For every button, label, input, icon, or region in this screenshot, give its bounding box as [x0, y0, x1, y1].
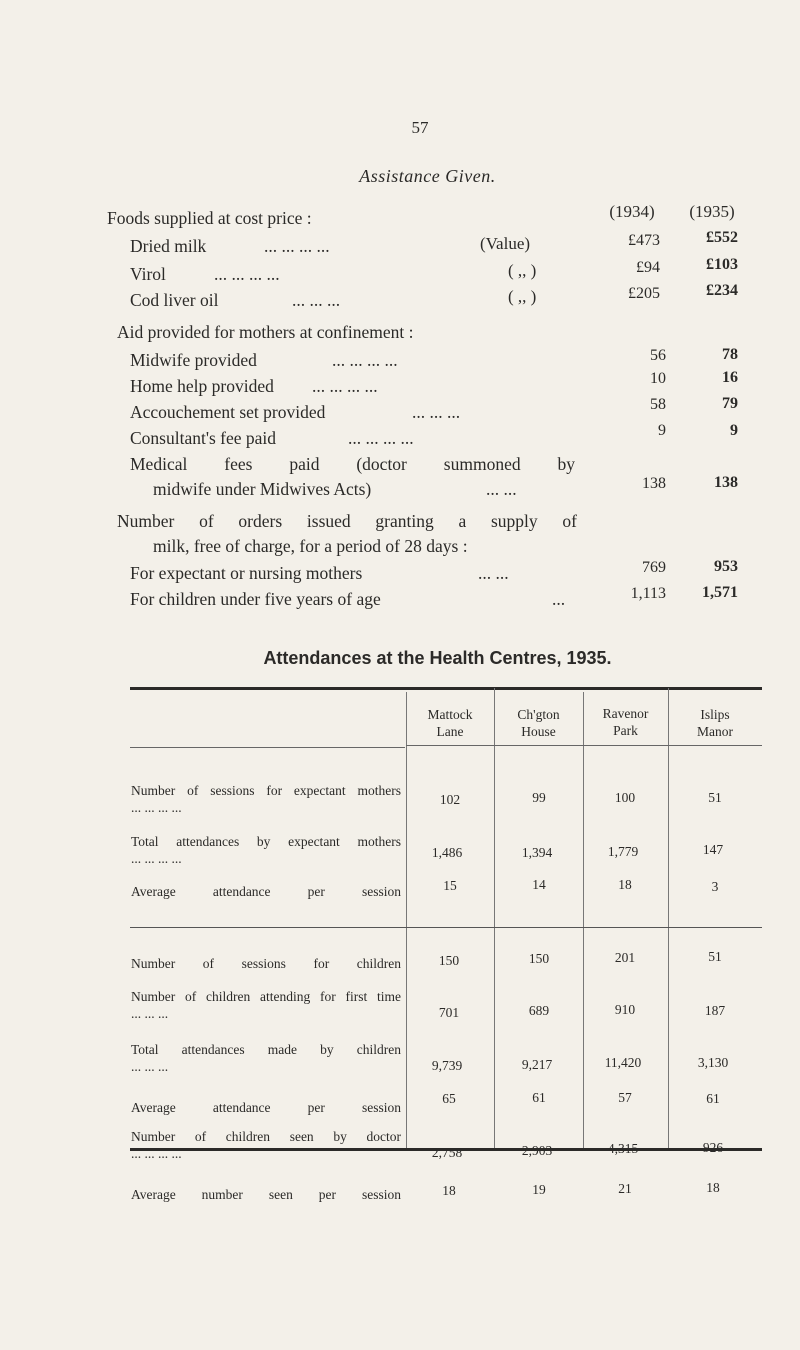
table-row-label: Average attendance per session — [131, 1100, 401, 1115]
foods-heading: Foods supplied at cost price : — [107, 208, 312, 228]
leader-dots: ... ... ... — [292, 290, 341, 310]
value-1935: 78 — [722, 346, 738, 363]
column-header-ravenor-park: Ravenor Park — [602, 706, 649, 738]
table-cell: 99 — [532, 790, 546, 805]
leader-dots: ... — [552, 589, 566, 609]
value-1935: 138 — [714, 474, 738, 491]
leader-dots: ... ... ... ... — [312, 376, 378, 396]
column-header-chgton-house: Ch'gton House — [517, 707, 560, 739]
column-divider — [668, 688, 669, 1148]
table-cell: 21 — [618, 1181, 632, 1196]
aid-heading: Aid provided for mothers at confinement : — [117, 322, 414, 342]
table-cell: 102 — [439, 792, 461, 807]
column-header-islips-manor: Islips Manor — [697, 707, 733, 739]
leader-dots: ... ... ... ... — [348, 428, 414, 448]
table-cell: 701 — [438, 1005, 460, 1020]
row-qualifier: (Value) — [480, 234, 531, 253]
table-cell: 187 — [704, 1003, 726, 1018]
table-cell: 14 — [532, 877, 546, 892]
table-cell: 19 — [532, 1182, 546, 1197]
header-rule — [406, 745, 762, 746]
table-cell: 1,486 — [431, 845, 463, 860]
table-cell: 11,420 — [604, 1055, 642, 1070]
row-label: Consultant's fee paid — [130, 428, 277, 448]
table-cell: 201 — [614, 950, 636, 965]
table-row-label: Total attendances by expectant mothers ... ... ... ... — [131, 834, 401, 866]
table-row-label: Average number seen per session — [131, 1187, 401, 1202]
value-1935: 953 — [714, 558, 738, 575]
table-row-label: Number of sessions for children — [131, 956, 401, 971]
value-1934: 58 — [650, 396, 666, 413]
table-cell: 100 — [614, 790, 636, 805]
table-cell: 61 — [532, 1090, 546, 1105]
table-cell: 65 — [442, 1091, 456, 1106]
value-1935: 16 — [722, 369, 738, 386]
value-1934: £94 — [636, 259, 660, 276]
table-cell: 18 — [442, 1183, 456, 1198]
table-cell: 9,739 — [431, 1058, 463, 1073]
row-label: Dried milk — [130, 236, 207, 256]
table-cell: 9,217 — [521, 1057, 553, 1072]
row-label: Virol — [130, 264, 166, 284]
table-cell: 1,394 — [521, 845, 553, 860]
column-divider — [406, 692, 407, 1148]
table-cell: 2,903 — [521, 1143, 553, 1158]
orders-line2: milk, free of charge, for a period of 28 days : — [153, 536, 468, 556]
table-cell: 926 — [702, 1140, 724, 1155]
row-label: Home help provided — [130, 376, 274, 396]
section-title: Assistance Given. — [359, 166, 496, 186]
value-1935: £103 — [706, 256, 738, 273]
table-cell: 689 — [528, 1003, 550, 1018]
value-1935: 79 — [722, 395, 738, 412]
column-divider — [583, 692, 584, 1148]
value-1934: 56 — [650, 347, 666, 364]
medical-fees-line2: midwife under Midwives Acts) — [153, 479, 372, 499]
value-1935: 1,571 — [702, 584, 738, 601]
table-row-label: Number of children seen by doctor ... ... ... ... — [131, 1129, 401, 1161]
row-label: For expectant or nursing mothers — [130, 563, 363, 583]
medical-fees-line1: Medical fees paid (doctor summoned by — [130, 454, 575, 474]
row-label: Midwife provided — [130, 350, 257, 370]
value-1934: 9 — [658, 422, 666, 439]
section-rule — [130, 927, 762, 928]
table-row-label: Number of sessions for expectant mothers ... ... ... ... — [131, 783, 401, 815]
table-cell: 150 — [438, 953, 460, 968]
table-cell: 51 — [708, 790, 722, 805]
row-qualifier: ( ,, ) — [508, 261, 537, 280]
value-1935: £234 — [706, 282, 738, 299]
leader-dots: ... ... ... ... — [214, 264, 280, 284]
year-1935-header: (1935) — [689, 202, 735, 221]
table-cell: 51 — [708, 949, 722, 964]
header-rule — [130, 747, 405, 748]
column-header-mattock-lane: Mattock Lane — [427, 707, 473, 739]
table-row-label: Number of children attending for first time ... ... ... — [131, 989, 401, 1021]
column-divider — [494, 688, 495, 1148]
value-1934: 10 — [650, 370, 666, 387]
leader-dots: ... ... ... — [412, 402, 461, 422]
table-cell: 4,315 — [607, 1141, 639, 1156]
table-cell: 3,130 — [697, 1055, 729, 1070]
table-cell: 61 — [706, 1091, 720, 1106]
row-label: For children under five years of age — [130, 589, 381, 609]
value-1935: 9 — [730, 422, 738, 439]
value-1934: 1,113 — [630, 585, 666, 602]
table-cell: 150 — [528, 951, 550, 966]
table-cell: 57 — [618, 1090, 632, 1105]
value-1934: £205 — [628, 285, 660, 302]
leader-dots: ... ... ... ... — [332, 350, 398, 370]
value-1935: £552 — [706, 229, 738, 246]
value-1934: 769 — [642, 559, 666, 576]
table-cell: 18 — [618, 877, 632, 892]
table-cell: 18 — [706, 1180, 720, 1195]
leader-dots: ... ... — [486, 479, 517, 499]
value-1934: 138 — [642, 475, 666, 492]
table-cell: 910 — [614, 1002, 636, 1017]
table-row-label: Total attendances made by children ... ... ... — [131, 1042, 401, 1074]
row-label: Accouchement set provided — [130, 402, 326, 422]
table-cell: 15 — [443, 878, 457, 893]
row-qualifier: ( ,, ) — [508, 287, 537, 306]
page-number: 57 — [411, 118, 429, 137]
year-1934-header: (1934) — [609, 202, 655, 221]
table-cell: 2,758 — [431, 1145, 463, 1160]
table-cell: 1,779 — [607, 844, 639, 859]
value-1934: £473 — [628, 232, 660, 249]
leader-dots: ... ... ... ... — [264, 236, 330, 256]
table-cell: 147 — [702, 842, 724, 857]
table-cell: 3 — [711, 879, 719, 894]
orders-line1: Number of orders issued granting a supply of — [117, 511, 577, 531]
leader-dots: ... ... — [478, 563, 509, 583]
row-label: Cod liver oil — [130, 290, 219, 310]
table-row-label: Average attendance per session — [131, 884, 401, 899]
table-title: Attendances at the Health Centres, 1935. — [263, 648, 612, 668]
